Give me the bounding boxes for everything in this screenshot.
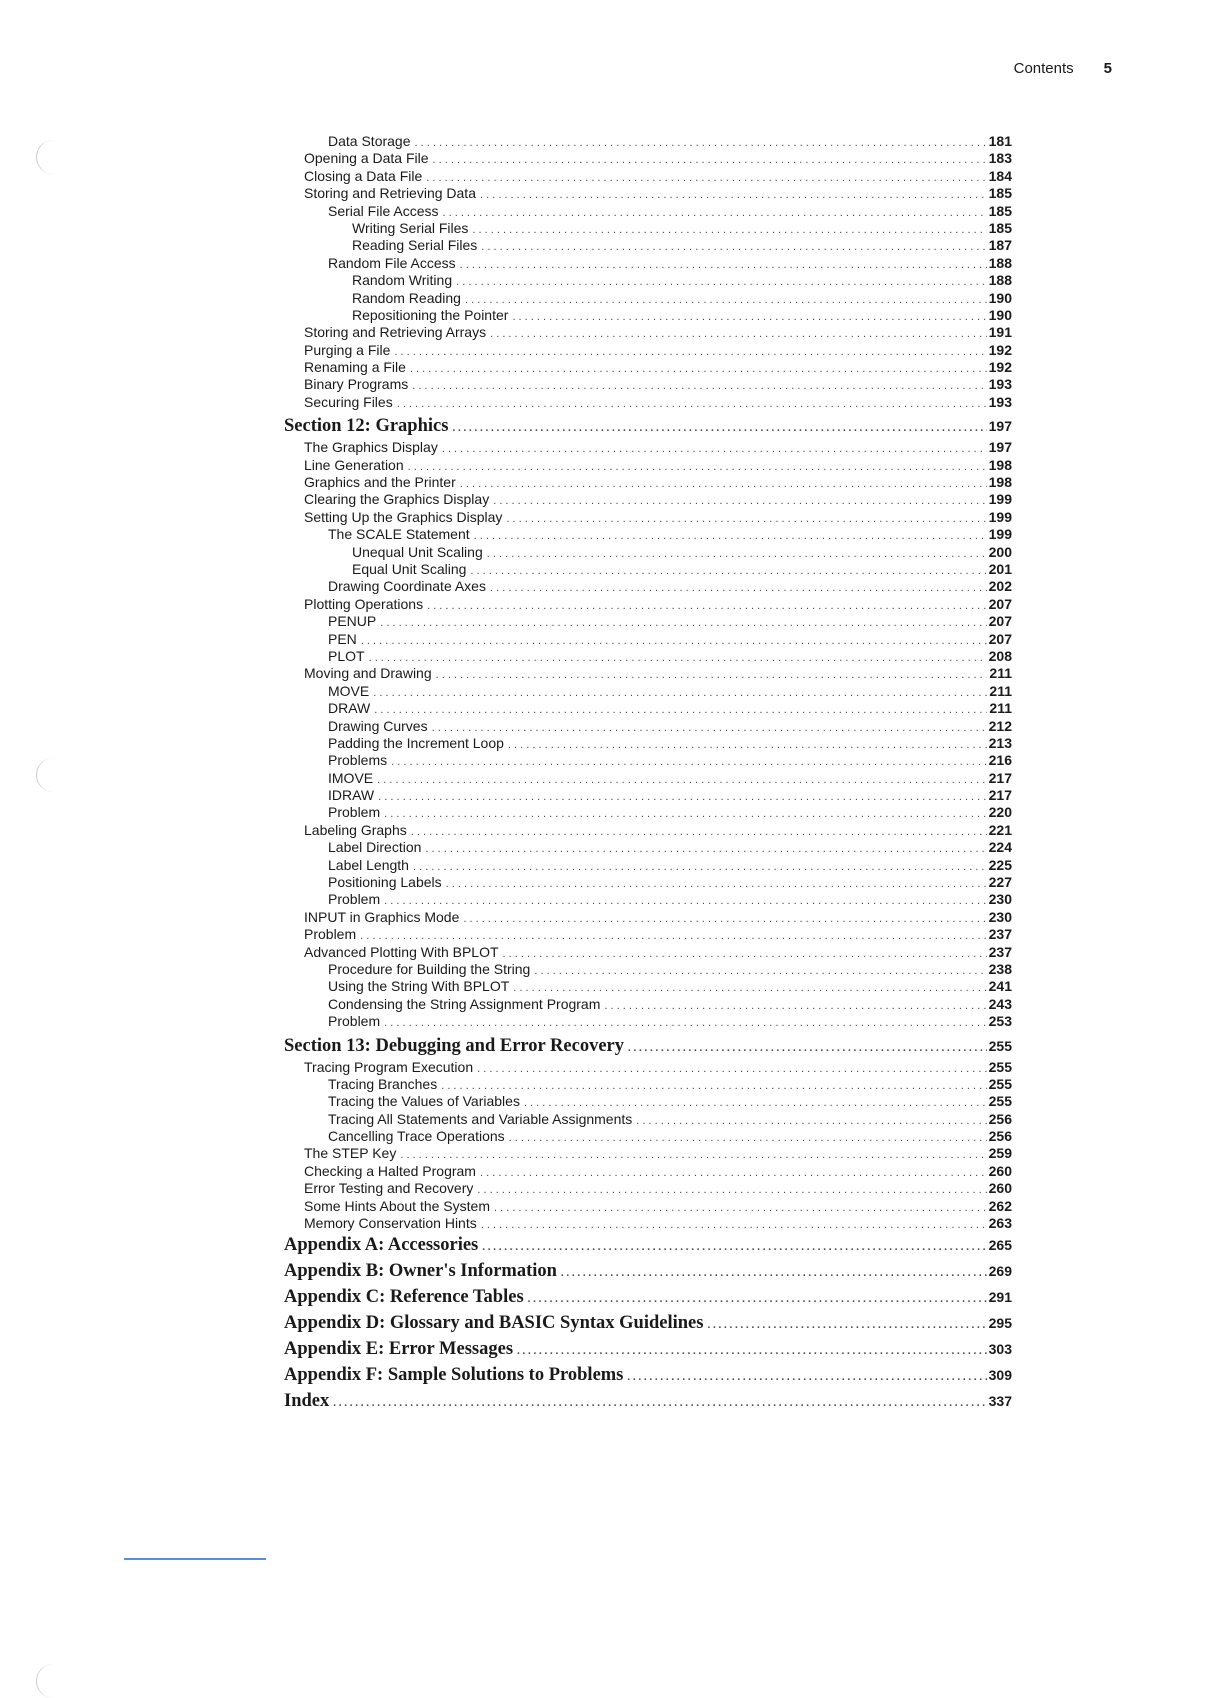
toc-entry-title: PENUP <box>328 613 377 630</box>
dot-leader <box>490 580 987 597</box>
toc-entry-page: 243 <box>988 995 1012 1012</box>
toc-entry-advanced-plotting-with-bplot <box>284 944 1012 961</box>
toc-entry-title: Tracing the Values of Variables <box>328 1093 520 1110</box>
toc-entry-page: 211 <box>989 682 1012 699</box>
toc-entry-title: PEN <box>328 630 357 647</box>
toc-entry-page: 208 <box>988 647 1012 664</box>
toc-entry-cancelling-trace-operations <box>284 1128 1012 1145</box>
toc-entry-storing-and-retrieving-arrays <box>284 324 1012 341</box>
toc-entry-title: PLOT <box>328 647 365 664</box>
toc-entry-title: Section 13: Debugging and Error Recovery <box>284 1035 625 1056</box>
dot-leader <box>411 824 987 841</box>
toc-entry-title: The Graphics Display <box>304 439 438 456</box>
toc-entry-page: 227 <box>988 874 1012 891</box>
toc-entry-appendix-d-glossary-and-basic-syntax-guidelines <box>284 1310 1012 1336</box>
dot-leader <box>465 292 987 309</box>
toc-entry-title: Problem <box>328 891 381 908</box>
dot-leader <box>480 1165 987 1182</box>
dot-leader <box>528 1286 987 1312</box>
toc-entry-page: 190 <box>988 306 1012 323</box>
toc-entry-imove <box>284 770 1012 787</box>
page-header <box>1014 60 1112 77</box>
toc-entry-page: 263 <box>988 1215 1012 1232</box>
toc-entry-moving-and-drawing <box>284 665 1012 682</box>
toc-entry-procedure-for-building-the-string <box>284 961 1012 978</box>
toc-entry-title: Moving and Drawing <box>304 665 432 682</box>
toc-entry-page: 199 <box>988 526 1012 543</box>
dot-leader <box>425 841 986 858</box>
toc-entry-title: Cancelling Trace Operations <box>328 1128 505 1145</box>
dot-leader <box>397 396 987 413</box>
toc-entry-problem <box>284 891 1012 908</box>
toc-entry-page: 188 <box>988 272 1012 289</box>
toc-entry-title: INPUT in Graphics Mode <box>304 908 460 925</box>
toc-entry-page: 185 <box>988 219 1012 236</box>
toc-entry-title: IMOVE <box>328 769 374 786</box>
dot-leader <box>470 563 986 580</box>
toc-entry-title: Advanced Plotting With BPLOT <box>304 943 499 960</box>
dot-leader <box>604 998 986 1015</box>
toc-entry-securing-files <box>284 394 1012 411</box>
toc-entry-page: 212 <box>988 717 1012 734</box>
dot-leader <box>432 720 987 737</box>
dot-leader <box>506 511 986 528</box>
toc-entry-serial-file-access <box>284 203 1012 220</box>
dot-leader <box>452 415 986 441</box>
toc-entry-memory-conservation-hints <box>284 1215 1012 1232</box>
toc-entry-title: Reading Serial Files <box>352 237 478 254</box>
toc-entry-page: 217 <box>988 787 1012 804</box>
dot-leader <box>628 1035 987 1061</box>
toc-entry-page: 201 <box>988 560 1012 577</box>
toc-entry-title: Plotting Operations <box>304 595 424 612</box>
toc-entry-move <box>284 683 1012 700</box>
toc-entry-repositioning-the-pointer <box>284 307 1012 324</box>
toc-entry-title: Drawing Coordinate Axes <box>328 578 486 595</box>
toc-entry-title: The STEP Key <box>304 1145 397 1162</box>
toc-entry-title: Random File Access <box>328 254 456 271</box>
toc-entry-title: Using the String With BPLOT <box>328 978 510 995</box>
dot-leader <box>472 222 986 239</box>
toc-entry-page: 241 <box>988 978 1012 995</box>
scan-margin-mark <box>36 1664 57 1698</box>
toc-entry-title: Repositioning the Pointer <box>352 306 509 323</box>
toc-entry-storing-and-retrieving-data <box>284 185 1012 202</box>
toc-entry-page: 237 <box>988 926 1012 943</box>
toc-entry-problems <box>284 752 1012 769</box>
toc-entry-title: Error Testing and Recovery <box>304 1180 474 1197</box>
toc-entry-title: Appendix A: Accessories <box>284 1235 479 1256</box>
dot-leader <box>384 893 987 910</box>
dot-leader <box>474 528 987 545</box>
toc-entry-checking-a-halted-program <box>284 1163 1012 1180</box>
toc-entry-page: 237 <box>988 943 1012 960</box>
toc-entry-title: Appendix F: Sample Solutions to Problems <box>284 1365 624 1386</box>
running-title: Contents <box>1013 60 1074 77</box>
toc-entry-page: 255 <box>988 1037 1012 1054</box>
toc-entry-appendix-a-accessories <box>284 1232 1012 1258</box>
toc-entry-title: Problem <box>328 1013 381 1030</box>
toc-entry-page: 230 <box>988 908 1012 925</box>
toc-entry-graphics-and-the-printer <box>284 474 1012 491</box>
toc-entry-title: Drawing Curves <box>328 717 428 734</box>
dot-leader <box>378 789 986 806</box>
toc-entry-title: Condensing the String Assignment Program <box>328 995 601 1012</box>
toc-entry-page: 207 <box>988 630 1012 647</box>
toc-entry-binary-programs <box>284 376 1012 393</box>
toc-entry-page: 197 <box>988 439 1012 456</box>
toc-entry-equal-unit-scaling <box>284 561 1012 578</box>
toc-entry-title: Binary Programs <box>304 376 409 393</box>
dot-leader <box>460 257 987 274</box>
toc-entry-the-scale-statement <box>284 526 1012 543</box>
dot-leader <box>374 702 987 719</box>
toc-entry-penup <box>284 613 1012 630</box>
toc-entry-page: 291 <box>988 1289 1012 1306</box>
toc-entry-title: Procedure for Building the String <box>328 960 531 977</box>
toc-entry-page: 256 <box>988 1128 1012 1145</box>
toc-entry-appendix-c-reference-tables <box>284 1284 1012 1310</box>
toc-entry-title: Label Length <box>328 856 409 873</box>
toc-entry-page: 187 <box>988 237 1012 254</box>
dot-leader <box>333 1390 986 1416</box>
toc-entry-problem <box>284 1013 1012 1030</box>
toc-entry-tracing-the-values-of-variables <box>284 1093 1012 1110</box>
toc-entry-idraw <box>284 787 1012 804</box>
page-number: 5 <box>1103 60 1112 77</box>
toc-entry-page: 255 <box>988 1075 1012 1092</box>
dot-leader <box>481 239 986 256</box>
dot-leader <box>415 135 987 152</box>
toc-entry-title: Graphics and the Printer <box>304 474 456 491</box>
toc-entry-appendix-b-owner-s-information <box>284 1258 1012 1284</box>
toc-entry-page: 207 <box>988 613 1012 630</box>
dot-leader <box>412 378 986 395</box>
toc-entry-appendix-e-error-messages <box>284 1336 1012 1362</box>
toc-entry-clearing-the-graphics-display <box>284 491 1012 508</box>
toc-entry-label-direction <box>284 839 1012 856</box>
toc-entry-page: 200 <box>988 543 1012 560</box>
toc-entry-title: Securing Files <box>304 393 393 410</box>
toc-entry-random-writing <box>284 272 1012 289</box>
toc-entry-positioning-labels <box>284 874 1012 891</box>
toc-entry-the-step-key <box>284 1145 1012 1162</box>
toc-entry-title: Problems <box>328 752 388 769</box>
dot-leader <box>369 650 987 667</box>
dot-leader <box>426 170 986 187</box>
toc-entry-title: Opening a Data File <box>304 150 429 167</box>
toc-entry-page: 260 <box>988 1162 1012 1179</box>
toc-entry-title: Memory Conservation Hints <box>304 1215 477 1232</box>
dot-leader <box>410 361 987 378</box>
toc-entry-random-file-access <box>284 255 1012 272</box>
dot-leader <box>361 633 987 650</box>
toc-entry-page: 262 <box>988 1197 1012 1214</box>
toc-entry-opening-a-data-file <box>284 150 1012 167</box>
toc-entry-page: 269 <box>988 1263 1012 1280</box>
toc-entry-page: 199 <box>988 491 1012 508</box>
toc-entry-condensing-the-string-assignment-program <box>284 996 1012 1013</box>
dot-leader <box>512 309 986 326</box>
toc-entry-label-length <box>284 857 1012 874</box>
toc-entry-title: Problem <box>328 804 381 821</box>
toc-entry-title: Clearing the Graphics Display <box>304 491 490 508</box>
toc-entry-page: 211 <box>989 700 1012 717</box>
toc-entry-line-generation <box>284 457 1012 474</box>
dot-leader <box>442 205 986 222</box>
toc-entry-some-hints-about-the-system <box>284 1198 1012 1215</box>
toc-entry-page: 185 <box>988 185 1012 202</box>
dot-leader <box>377 772 987 789</box>
dot-leader <box>413 859 987 876</box>
toc-entry-tracing-all-statements-and-variable-assignments <box>284 1111 1012 1128</box>
toc-entry-page: 192 <box>988 359 1012 376</box>
dot-leader <box>384 1015 987 1032</box>
toc-entry-problem <box>284 804 1012 821</box>
bottom-rule <box>124 1558 266 1560</box>
toc-entry-appendix-f-sample-solutions-to-problems <box>284 1362 1012 1388</box>
toc-entry-page: 295 <box>988 1315 1012 1332</box>
toc-entry-page: 193 <box>988 376 1012 393</box>
toc-entry-title: Positioning Labels <box>328 874 442 891</box>
toc-entry-tracing-branches <box>284 1076 1012 1093</box>
toc-entry-title: Some Hints About the System <box>304 1197 490 1214</box>
toc-entry-page: 225 <box>988 856 1012 873</box>
scan-margin-mark <box>36 758 57 792</box>
toc-entry-page: 192 <box>988 341 1012 358</box>
toc-entry-page: 199 <box>988 508 1012 525</box>
toc-entry-page: 256 <box>988 1110 1012 1127</box>
dot-leader <box>373 685 987 702</box>
toc-entry-pen <box>284 631 1012 648</box>
dot-leader <box>517 1338 987 1364</box>
toc-entry-problem <box>284 926 1012 943</box>
toc-entry-page: 253 <box>988 1013 1012 1030</box>
toc-entry-page: 337 <box>988 1393 1012 1410</box>
toc-entry-unequal-unit-scaling <box>284 544 1012 561</box>
toc-entry-title: Random Writing <box>352 272 453 289</box>
toc-entry-page: 181 <box>988 133 1012 149</box>
toc-entry-title: Padding the Increment Loop <box>328 734 504 751</box>
dot-leader <box>477 1061 987 1078</box>
toc-entry-title: Section 12: Graphics <box>284 416 449 437</box>
dot-leader <box>481 1217 987 1234</box>
toc-entry-page: 184 <box>988 167 1012 184</box>
toc-entry-title: Index <box>284 1391 330 1412</box>
toc-entry-title: Serial File Access <box>328 202 439 219</box>
toc-entry-title: Appendix D: Glossary and BASIC Syntax Guidelines <box>284 1313 704 1334</box>
toc-entry-title: Equal Unit Scaling <box>352 560 467 577</box>
toc-entry-title: Renaming a File <box>304 359 406 376</box>
toc-entry-random-reading <box>284 290 1012 307</box>
scan-margin-mark <box>36 140 57 174</box>
dot-leader <box>408 459 987 476</box>
dot-leader <box>509 1130 987 1147</box>
toc-entry-the-graphics-display <box>284 439 1012 456</box>
dot-leader <box>636 1113 986 1130</box>
dot-leader <box>487 546 987 563</box>
toc-entry-title: Storing and Retrieving Arrays <box>304 324 487 341</box>
toc-entry-title: Checking a Halted Program <box>304 1162 476 1179</box>
toc-entry-page: 230 <box>988 891 1012 908</box>
toc-entry-renaming-a-file <box>284 359 1012 376</box>
toc-entry-title: Appendix C: Reference Tables <box>284 1287 524 1308</box>
dot-leader <box>463 911 986 928</box>
toc-entry-draw <box>284 700 1012 717</box>
toc-entry-title: Label Direction <box>328 839 422 856</box>
toc-entry-title: Appendix E: Error Messages <box>284 1339 514 1360</box>
toc-entry-page: 255 <box>988 1093 1012 1110</box>
toc-entry-index <box>284 1388 1012 1414</box>
toc-entry-title: Appendix B: Owner's Information <box>284 1261 557 1282</box>
table-of-contents <box>284 133 1012 1414</box>
toc-entry-closing-a-data-file <box>284 168 1012 185</box>
toc-entry-page: 191 <box>988 324 1012 341</box>
dot-leader <box>384 806 987 823</box>
toc-entry-title: Setting Up the Graphics Display <box>304 508 503 525</box>
dot-leader <box>456 274 987 291</box>
toc-entry-padding-the-increment-loop <box>284 735 1012 752</box>
dot-leader <box>490 326 987 343</box>
dot-leader <box>707 1312 986 1338</box>
toc-entry-title: Unequal Unit Scaling <box>352 543 483 560</box>
dot-leader <box>503 946 987 963</box>
toc-entry-page: 197 <box>988 418 1012 435</box>
toc-entry-plot <box>284 648 1012 665</box>
toc-entry-page: 265 <box>988 1237 1012 1254</box>
toc-entry-page: 255 <box>988 1058 1012 1075</box>
toc-entry-plotting-operations <box>284 596 1012 613</box>
toc-entry-title: Line Generation <box>304 456 404 473</box>
toc-entry-page: 188 <box>988 254 1012 271</box>
toc-entry-page: 303 <box>988 1341 1012 1358</box>
dot-leader <box>446 876 987 893</box>
toc-entry-title: IDRAW <box>328 787 375 804</box>
toc-entry-title: Storing and Retrieving Data <box>304 185 476 202</box>
toc-entry-title: MOVE <box>328 682 370 699</box>
toc-entry-page: 213 <box>988 734 1012 751</box>
toc-entry-page: 211 <box>989 665 1012 682</box>
dot-leader <box>391 754 987 771</box>
dot-leader <box>394 344 986 361</box>
dot-leader <box>442 441 987 458</box>
toc-entry-section-12-graphics <box>284 413 1012 439</box>
toc-entry-title: The SCALE Statement <box>328 526 470 543</box>
toc-entry-title: Purging a File <box>304 341 391 358</box>
dot-leader <box>380 615 986 632</box>
toc-entry-page: 216 <box>988 752 1012 769</box>
toc-entry-page: 198 <box>988 456 1012 473</box>
toc-entry-reading-serial-files <box>284 237 1012 254</box>
toc-entry-data-storage <box>284 133 1012 150</box>
toc-entry-title: Tracing Branches <box>328 1075 438 1092</box>
toc-entry-error-testing-and-recovery <box>284 1180 1012 1197</box>
dot-leader <box>436 667 988 684</box>
toc-entry-drawing-curves <box>284 718 1012 735</box>
toc-entry-title: Tracing All Statements and Variable Assignments <box>328 1110 633 1127</box>
toc-entry-page: 183 <box>988 150 1012 167</box>
dot-leader <box>427 598 987 615</box>
toc-entry-page: 260 <box>988 1180 1012 1197</box>
toc-entry-title: Closing a Data File <box>304 167 423 184</box>
toc-entry-using-the-string-with-bplot <box>284 978 1012 995</box>
toc-entry-title: Labeling Graphs <box>304 821 407 838</box>
toc-entry-page: 193 <box>988 393 1012 410</box>
toc-entry-tracing-program-execution <box>284 1059 1012 1076</box>
toc-entry-page: 207 <box>988 595 1012 612</box>
toc-entry-page: 259 <box>988 1145 1012 1162</box>
toc-entry-page: 221 <box>988 821 1012 838</box>
toc-entry-page: 220 <box>988 804 1012 821</box>
toc-entry-title: Random Reading <box>352 289 461 306</box>
toc-entry-drawing-coordinate-axes <box>284 578 1012 595</box>
dot-leader <box>400 1147 986 1164</box>
toc-entry-title: Data Storage <box>328 133 411 149</box>
toc-entry-writing-serial-files <box>284 220 1012 237</box>
toc-entry-title: Problem <box>304 926 357 943</box>
toc-entry-page: 185 <box>988 202 1012 219</box>
dot-leader <box>493 493 986 510</box>
toc-entry-input-in-graphics-mode <box>284 909 1012 926</box>
toc-entry-page: 190 <box>988 289 1012 306</box>
toc-entry-title: Tracing Program Execution <box>304 1058 474 1075</box>
dot-leader <box>561 1260 987 1286</box>
dot-leader <box>460 476 987 493</box>
toc-entry-page: 238 <box>988 960 1012 977</box>
toc-entry-page: 224 <box>988 839 1012 856</box>
dot-leader <box>534 963 986 980</box>
dot-leader <box>477 1182 986 1199</box>
dot-leader <box>508 737 987 754</box>
toc-entry-labeling-graphs <box>284 822 1012 839</box>
toc-entry-title: Writing Serial Files <box>352 219 469 236</box>
toc-entry-page: 309 <box>988 1367 1012 1384</box>
toc-entry-page: 198 <box>988 474 1012 491</box>
dot-leader <box>480 187 987 204</box>
toc-entry-title: DRAW <box>328 700 371 717</box>
toc-entry-setting-up-the-graphics-display <box>284 509 1012 526</box>
toc-entry-section-13-debugging-and-error-recovery <box>284 1033 1012 1059</box>
dot-leader <box>627 1364 986 1390</box>
dot-leader <box>494 1200 987 1217</box>
dot-leader <box>433 152 987 169</box>
toc-entry-page: 202 <box>988 578 1012 595</box>
toc-entry-purging-a-file <box>284 342 1012 359</box>
dot-leader <box>482 1234 986 1260</box>
toc-entry-page: 217 <box>988 769 1012 786</box>
